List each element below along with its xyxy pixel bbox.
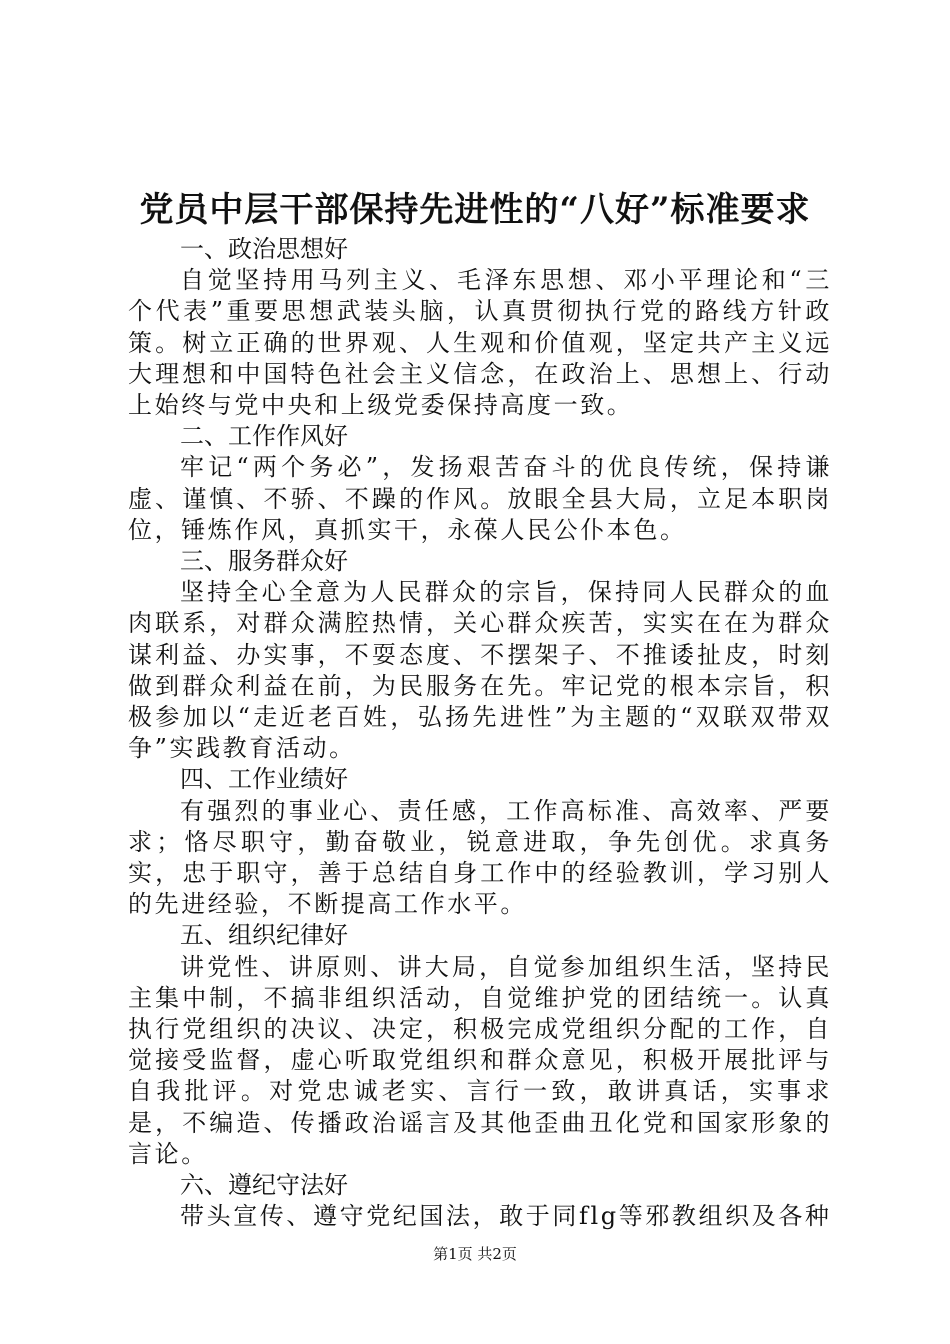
section-heading: 二、工作作风好 bbox=[180, 422, 348, 451]
section-heading: 五、组织纪律好 bbox=[180, 921, 348, 950]
section-heading: 六、遵纪守法好 bbox=[180, 1171, 348, 1200]
section-heading: 一、政治思想好 bbox=[180, 235, 348, 263]
section-heading: 三、服务群众好 bbox=[180, 547, 348, 576]
section-paragraph: 坚持全心全意为人民群众的宗旨，保持同人民群众的血肉联系，对群众满腔热情，关心群众疾苦，实实在在为群众谋利益、办实事，不耍态度、不摆架子、不推诿扯皮，时刻做到群众利益在前，为民服务在先。牢记党的根本宗旨，积极参加以“走近老百姓，弘扬先进性”为主题的“双联双带双争”实践教育活动。 bbox=[128, 578, 832, 763]
document-body bbox=[128, 234, 832, 1233]
section-paragraph: 牢记“两个务必”，发扬艰苦奋斗的优良传统，保持谦虚、谨慎、不骄、不躁的作风。放眼全县大局，立足本职岗位，锤炼作风，真抓实干，永葆人民公仆本色。 bbox=[128, 453, 832, 544]
page-footer: 第1页 共2页 bbox=[433, 1245, 517, 1263]
section-paragraph: 有强烈的事业心、责任感，工作高标准、高效率、严要求；恪尽职守，勤奋敬业，锐意进取，争先创优。求真务实，忠于职守，善于总结自身工作中的经验教训，学习别人的先进经验，不断提高工作水平。 bbox=[128, 796, 832, 919]
section-heading: 四、工作业绩好 bbox=[180, 765, 348, 794]
section-paragraph: 讲党性、讲原则、讲大局，自觉参加组织生活，坚持民主集中制，不搞非组织活动，自觉维护党的团结统一。认真执行党组织的决议、决定，积极完成党组织分配的工作，自觉接受监督，虚心听取党组织和群众意见，积极开展批评与自我批评。对党忠诚老实、言行一致，敢讲真话，实事求是，不编造、传播政治谣言及其他歪曲丑化党和国家形象的言论。 bbox=[128, 952, 832, 1168]
document-title: 党员中层干部保持先进性的“八好”标准要求 bbox=[139, 190, 811, 230]
section-paragraph: 带头宣传、遵守党纪国法，敢于同flg等邪教组织及各种 bbox=[180, 1202, 832, 1231]
section-paragraph: 自觉坚持用马列主义、毛泽东思想、邓小平理论和“三个代表”重要思想武装头脑，认真贯彻执行党的路线方针政策。树立正确的世界观、人生观和价值观，坚定共产主义远大理想和中国特色社会主义信念，在政治上、思想上、行动上始终与党中央和上级党委保持高度一致。 bbox=[128, 266, 832, 420]
